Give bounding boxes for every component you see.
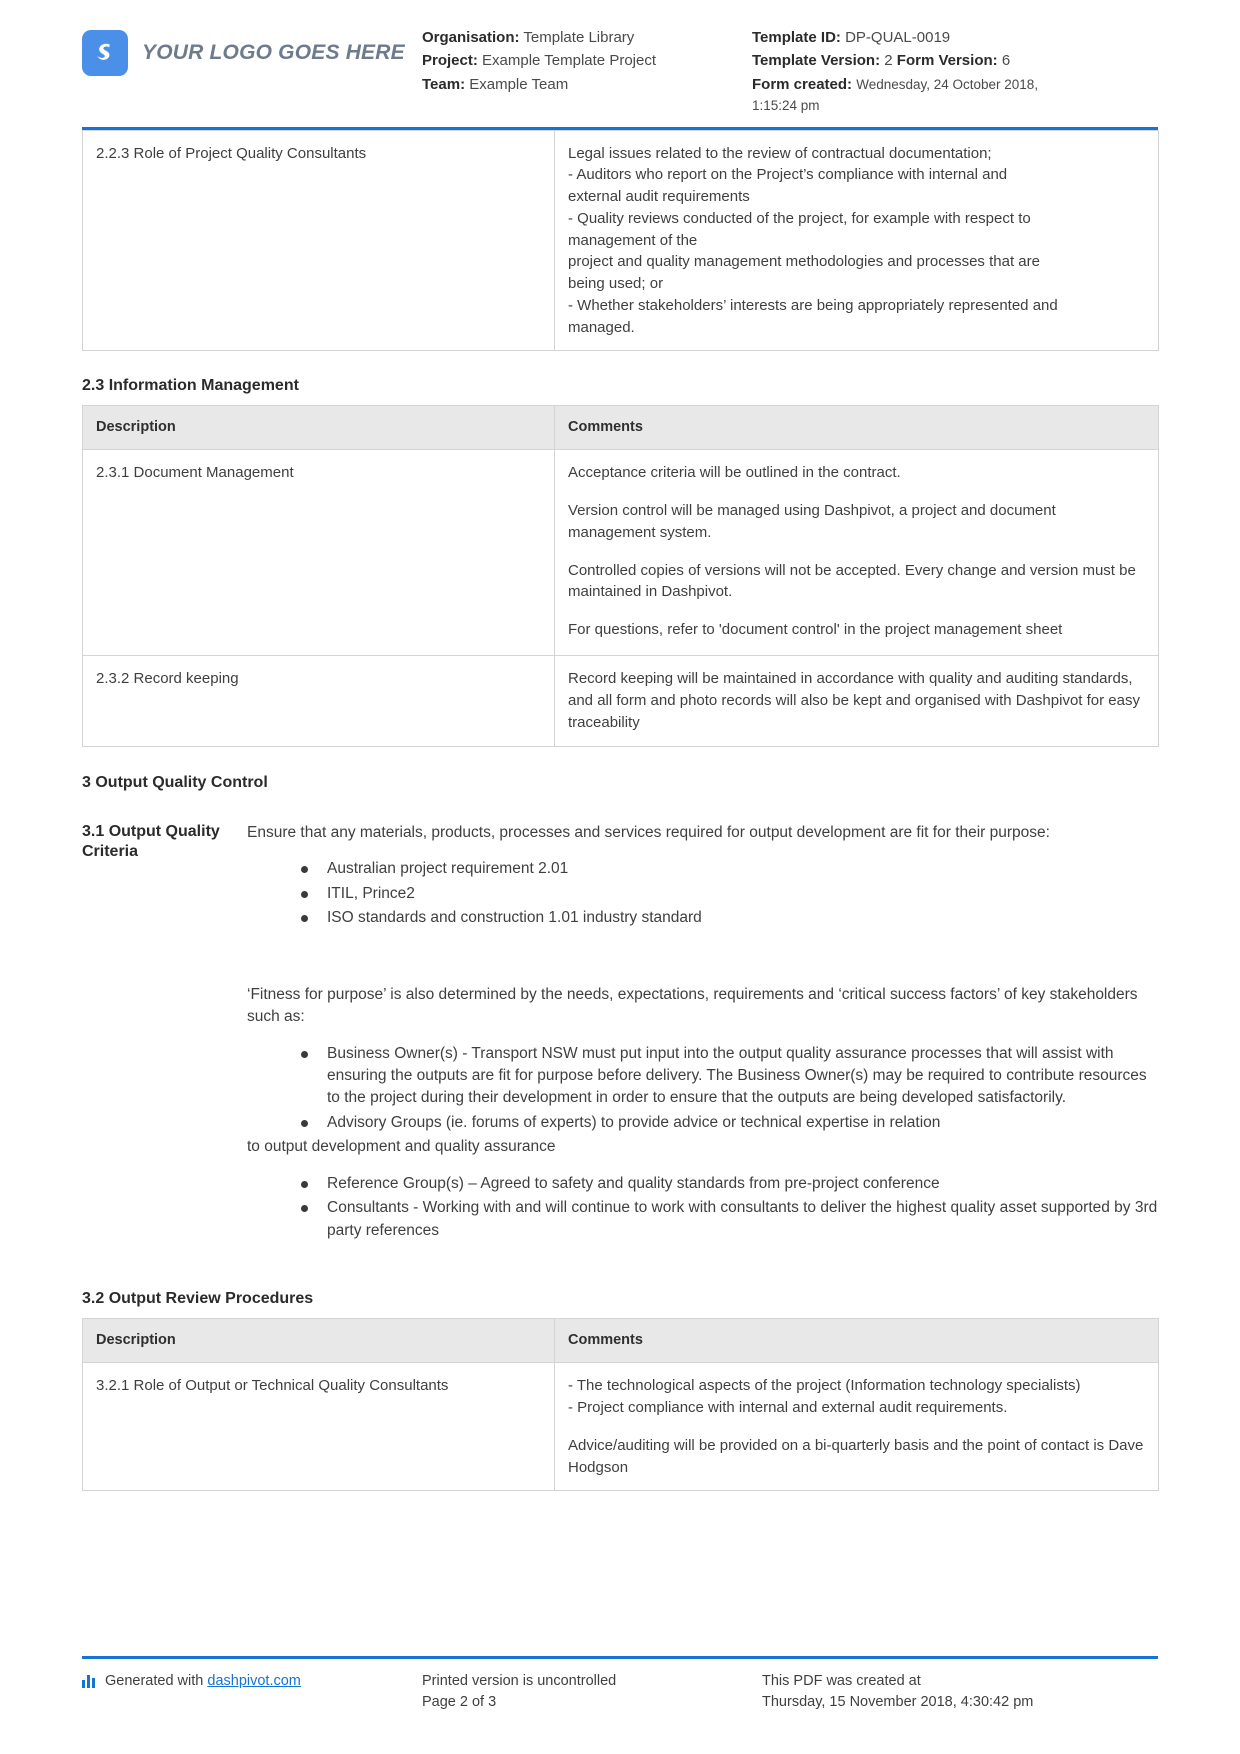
list-item: ISO standards and construction 1.01 industry standard	[301, 907, 1158, 929]
footer-generated-text	[105, 1671, 301, 1693]
footer-row	[82, 1659, 1158, 1715]
row-description: 2.3.2 Record keeping	[83, 656, 555, 746]
organisation-label: Organisation:	[422, 29, 520, 46]
team-label: Team:	[422, 75, 466, 93]
form-created-line	[752, 73, 1082, 96]
table-output-review-procedures	[82, 1318, 1159, 1491]
comment-line: managed.	[568, 318, 635, 336]
project-value: Example Template Project	[482, 52, 657, 70]
template-id-label: Template ID:	[752, 29, 841, 46]
section-3-1-intro: Ensure that any materials, products, processes and services required for output development are fit for their purpose:	[247, 823, 1050, 841]
comment-paragraph: Version control will be managed using Dashpivot, a project and document management system.	[568, 502, 1056, 541]
comment-paragraph: For questions, refer to 'document control' in the project management sheet	[568, 621, 1063, 639]
comment-paragraph: Advice/auditing will be provided on a bi-quarterly basis and the point of contact is Dave Hodgson	[568, 1436, 1144, 1476]
table-continued	[82, 130, 1159, 352]
comment-paragraph: Controlled copies of versions will not be accepted. Every change and version must be maintained in Dashpivot.	[568, 561, 1136, 601]
logo-text: YOUR LOGO GOES HERE	[142, 41, 405, 64]
comment-line: being used; or	[568, 275, 664, 293]
form-version-value: 6	[1001, 52, 1011, 70]
table-row	[83, 656, 1159, 746]
chart-bars-icon	[82, 1674, 97, 1688]
row-description: 2.2.3 Role of Project Quality Consultants	[83, 130, 555, 351]
generated-prefix: Generated with	[105, 1672, 208, 1689]
final-bullet-list	[247, 1173, 1158, 1242]
spacer	[247, 932, 1158, 984]
logo-block	[82, 18, 422, 76]
project-label: Project:	[422, 52, 478, 70]
row-description: 2.3.1 Document Management	[83, 450, 555, 656]
list-item: Business Owner(s) - Transport NSW must put input into the output quality assurance processes that will assist with ensuring the outputs are fit for purpose before delivery. The Business Owner(s) may be required to contribute resources to the project during their development in order to ensure that the outputs are being developed satisfactorily.	[301, 1043, 1158, 1110]
footer-page-block	[422, 1671, 762, 1715]
footer-created-block	[762, 1671, 1158, 1715]
comment-paragraph: - Project compliance with internal and external audit requirements.	[568, 1399, 1008, 1417]
comment-line: Legal issues related to the review of contractual documentation;	[568, 144, 992, 162]
comment-line: project and quality management methodologies and processes that are	[568, 253, 1040, 271]
row-comments	[555, 1363, 1159, 1491]
form-created-time: 1:15:24 pm	[752, 97, 820, 113]
document-footer	[82, 1656, 1158, 1715]
list-item: Australian project requirement 2.01	[301, 858, 1158, 880]
comment-line: external audit requirements	[568, 188, 750, 206]
row-comments	[555, 130, 1159, 351]
header-meta-right	[752, 18, 1082, 117]
table-row	[83, 1363, 1159, 1491]
section-3-1	[82, 822, 1158, 1245]
row-comments	[555, 656, 1159, 746]
section-heading-2-3: 2.3 Information Management	[82, 377, 299, 395]
section-3-1-body	[247, 822, 1158, 1245]
continuation-text: to output development and quality assurance	[247, 1138, 556, 1156]
comment-line: - Quality reviews conducted of the project, for example with respect to	[568, 209, 1031, 227]
comment-line: - Whether stakeholders’ interests are being appropriately represented and	[568, 296, 1058, 314]
comment-line: - Auditors who report on the Project’s compliance with internal and	[568, 166, 1008, 184]
template-id-line	[752, 26, 1082, 49]
project-line	[422, 49, 752, 72]
footer-created-label: This PDF was created at	[762, 1672, 921, 1689]
form-created-label: Form created:	[752, 75, 853, 93]
fitness-for-purpose-text: ‘Fitness for purpose’ is also determined by the needs, expectations, requirements and ‘critical success factors’ of key stakeholders such as:	[247, 985, 1138, 1026]
table-header-row	[83, 1319, 1159, 1363]
organisation-line	[422, 26, 752, 49]
form-created-value: Wednesday, 24 October 2018,	[856, 76, 1039, 92]
comment-paragraph: Record keeping will be maintained in accordance with quality and auditing standards, and all form and photo records will also be kept and organised with Dashpivot for easy traceability	[568, 670, 1140, 731]
form-version-label: Form Version:	[896, 52, 998, 70]
dashpivot-link[interactable]: dashpivot.com	[207, 1672, 301, 1689]
list-item: ITIL, Prince2	[301, 883, 1158, 905]
section-heading-3: 3 Output Quality Control	[82, 773, 268, 791]
template-version-label: Template Version:	[752, 52, 881, 70]
list-item: Advisory Groups (ie. forums of experts) to provide advice or technical expertise in relation	[301, 1112, 1158, 1134]
section-3-1-label: 3.1 Output Quality Criteria	[82, 822, 220, 861]
section-heading-3-2: 3.2 Output Review Procedures	[82, 1290, 314, 1308]
row-comments	[555, 450, 1159, 656]
footer-generated-block	[82, 1671, 422, 1715]
footer-uncontrolled-text: Printed version is uncontrolled	[422, 1672, 617, 1689]
table-information-management	[82, 405, 1159, 746]
table-header-row	[83, 406, 1159, 450]
template-id-value: DP-QUAL-0019	[845, 29, 951, 46]
team-line	[422, 73, 752, 96]
list-item: Reference Group(s) – Agreed to safety and quality standards from pre-project conference	[301, 1173, 1158, 1195]
comment-paragraph: - The technological aspects of the project (Information technology specialists)	[568, 1377, 1081, 1395]
table-row	[83, 130, 1159, 351]
table-row	[83, 450, 1159, 656]
template-version-value: 2	[884, 52, 893, 70]
comment-paragraph: Acceptance criteria will be outlined in the contract.	[568, 464, 901, 482]
column-header-description: Description	[83, 1319, 555, 1363]
row-description: 3.2.1 Role of Output or Technical Quality Consultants	[83, 1363, 555, 1491]
stakeholder-bullet-list	[247, 1043, 1158, 1135]
header-meta-left	[422, 18, 752, 96]
column-header-comments: Comments	[555, 406, 1159, 450]
criteria-bullet-list	[247, 858, 1158, 929]
company-logo-icon	[82, 30, 128, 76]
list-item: Consultants - Working with and will continue to work with consultants to deliver the highest quality asset supported by 3rd party references	[301, 1197, 1158, 1242]
document-header	[82, 18, 1158, 125]
team-value: Example Team	[469, 75, 569, 93]
footer-page-number: Page 2 of 3	[422, 1694, 497, 1711]
column-header-comments: Comments	[555, 1319, 1159, 1363]
column-header-description: Description	[83, 406, 555, 450]
footer-created-value: Thursday, 15 November 2018, 4:30:42 pm	[762, 1694, 1034, 1711]
version-line	[752, 49, 1082, 72]
organisation-value: Template Library	[523, 29, 635, 46]
comment-line: management of the	[568, 231, 698, 249]
